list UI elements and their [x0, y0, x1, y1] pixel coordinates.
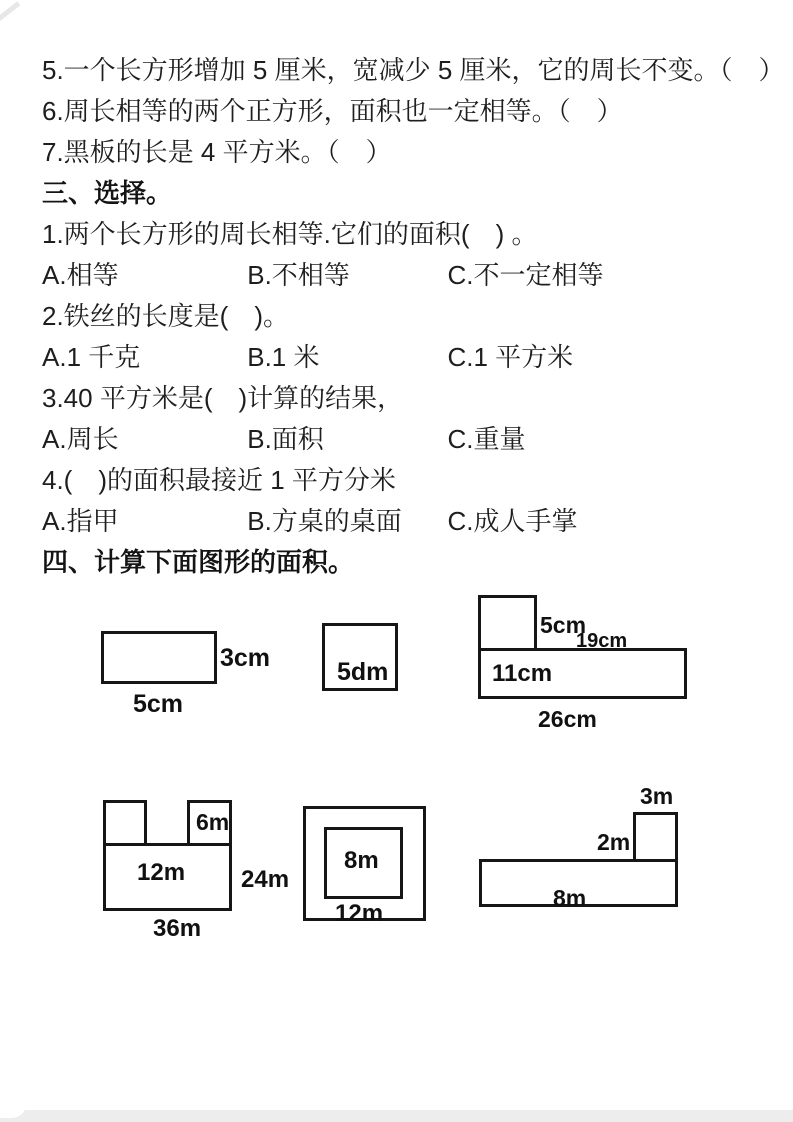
figure6-square-top-label: 3m	[640, 783, 674, 809]
question-2-option-a: A.1 千克	[42, 342, 141, 372]
figure6-small-square	[633, 812, 678, 862]
question-2-options	[42, 337, 772, 378]
question-4-option-a: A.指甲	[42, 506, 119, 536]
scan-bottom-edge	[0, 1110, 793, 1122]
question-2-option-c: C.1 平方米	[447, 342, 574, 372]
question-1-option-a: A.相等	[42, 260, 119, 290]
question-3-option-b: B.面积	[247, 424, 324, 454]
question-3-stem: 3.40 平方米是( )计算的结果，	[42, 383, 404, 413]
figure3-bottom-width-label: 26cm	[538, 706, 597, 732]
figure2-side-label: 5dm	[337, 658, 389, 686]
question-4-options	[42, 501, 772, 542]
question-3-option-a: A.周长	[42, 424, 119, 454]
true-false-item-7: 7.黑板的长是 4 平方米。（ ）	[42, 137, 392, 167]
figure3-rect-height-label: 11cm	[492, 660, 553, 687]
figure6-rect-width-label: 8m	[553, 885, 587, 911]
true-false-item-6: 6.周长相等的两个正方形，面积也一定相等。（ ）	[42, 96, 623, 126]
figure4-left-square	[103, 800, 147, 846]
question-1-option-b: B.不相等	[247, 260, 350, 290]
worksheet-text-block	[42, 50, 785, 583]
true-false-item-5: 5.一个长方形增加 5 厘米，宽减少 5 厘米，它的周长不变。（ ）	[42, 55, 785, 85]
section-4-title: 四、计算下面图形的面积。	[42, 547, 355, 577]
figure4-height-label: 24m	[241, 866, 290, 893]
question-3-option-c: C.重量	[447, 424, 526, 454]
question-2-option-b: B.1 米	[247, 342, 320, 372]
figure1-height-label: 3cm	[220, 644, 271, 672]
figure4-bottom-width-label: 36m	[153, 915, 202, 942]
figure5-inner-label: 8m	[344, 847, 379, 874]
figure4-inner-width-label: 12m	[137, 859, 186, 886]
question-4-option-c: C.成人手掌	[447, 506, 578, 536]
figure1-rectangle	[101, 631, 217, 684]
figure3-small-square	[478, 595, 537, 651]
figure6-square-height-label: 2m	[597, 829, 631, 855]
question-1-options	[42, 255, 772, 296]
question-4-option-b: B.方桌的桌面	[247, 506, 402, 536]
section-3-title: 三、选择。	[42, 178, 173, 208]
figure5-inner-width-label: 12m	[335, 900, 384, 927]
scan-bottom-corner	[0, 1102, 26, 1118]
question-3-options	[42, 419, 772, 460]
figure1-width-label: 5cm	[133, 690, 184, 718]
scan-fold-mark	[0, 1, 20, 23]
question-1-stem: 1.两个长方形的周长相等.它们的面积( ) 。	[42, 219, 538, 249]
figure3-top-width-label: 19cm	[576, 630, 628, 652]
figure3-square-height-label: 5cm	[540, 612, 587, 638]
figure4-small-square-label: 6m	[196, 809, 230, 835]
question-4-stem: 4.( )的面积最接近 1 平方分米	[42, 465, 396, 495]
question-2-stem: 2.铁丝的长度是( )。	[42, 301, 290, 331]
question-1-option-c: C.不一定相等	[447, 260, 604, 290]
